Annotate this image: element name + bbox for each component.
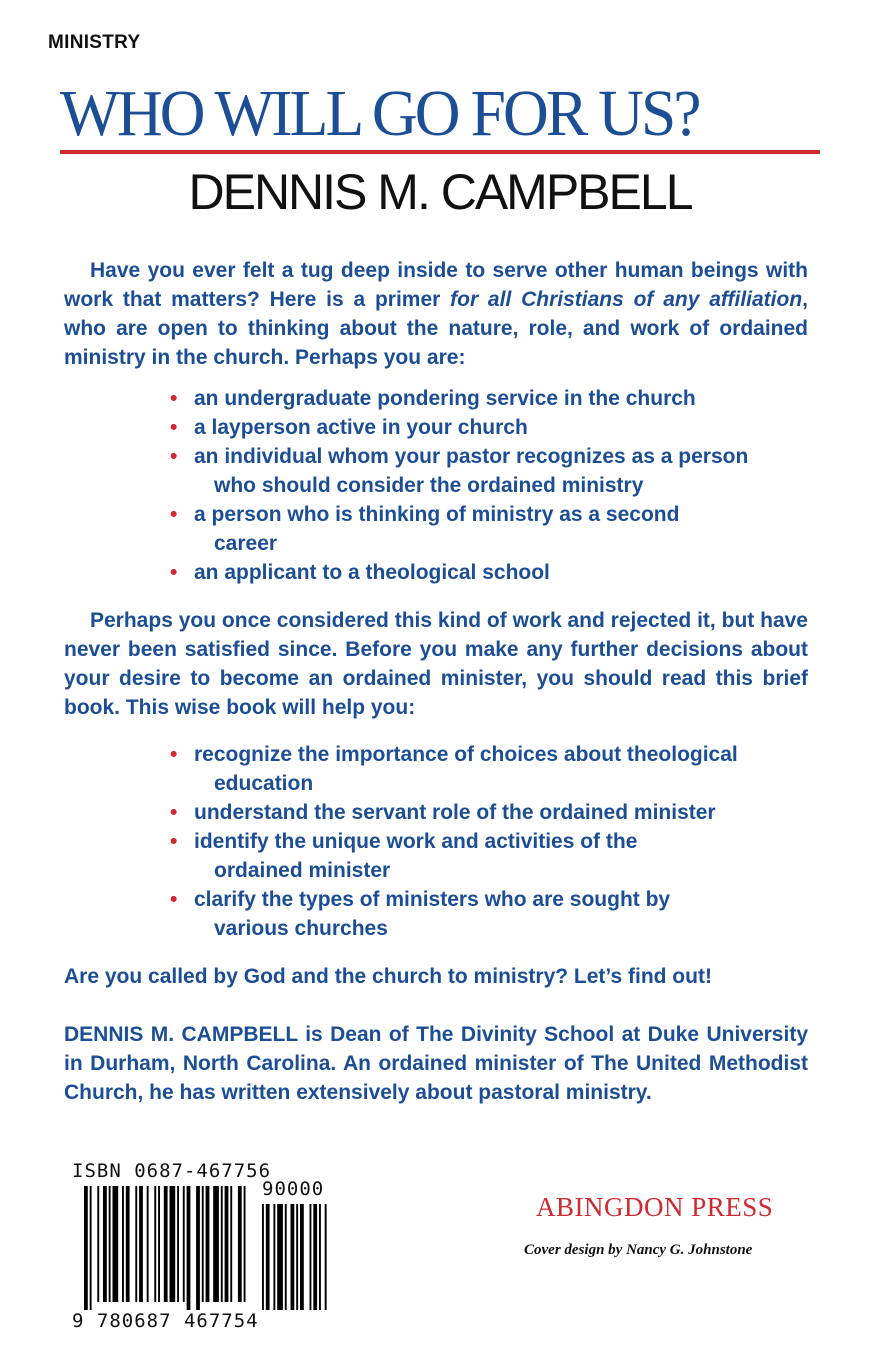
barcode-addon-bar (262, 1204, 264, 1310)
title-divider (60, 150, 820, 154)
bullet-icon: • (170, 888, 178, 911)
bullet-icon: • (170, 387, 178, 410)
barcode-bar (139, 1186, 143, 1302)
barcode-bar (170, 1186, 176, 1302)
intro-paragraph (64, 256, 808, 372)
barcode-bar (225, 1186, 229, 1302)
barcode-addon-bar (266, 1204, 270, 1310)
list-item: • an individual whom your pastor recognizes as a person who should consider the ordained ministry (170, 442, 810, 500)
list-item: • an undergraduate pondering service in the church (170, 384, 810, 413)
barcode-addon-digits: 90000 (262, 1178, 325, 1200)
barcode-bar (202, 1186, 204, 1302)
bullet-icon: • (170, 503, 178, 526)
bullet-icon: • (170, 445, 178, 468)
author-bio: DENNIS M. CAMPBELL is Dean of The Divinity School at Duke University in Durham, North Carolina. An ordained minister of The United Methodist Church, he has written extensively about pastoral ministry. (64, 1023, 808, 1104)
barcode-bar (221, 1186, 223, 1302)
barcode-addon-bar (319, 1204, 321, 1310)
barcode-addon-bar (325, 1204, 327, 1310)
publisher-name: ABINGDON PRESS (536, 1192, 774, 1222)
barcode-bar (90, 1186, 92, 1310)
intro-text-before: Have you ever felt a tug deep inside to serve other human beings with work that matters? Here is a primer (64, 259, 808, 311)
list-item: • recognize the importance of choices about theological education (170, 740, 810, 798)
barcode-addon-bar (285, 1204, 287, 1310)
closing-question: Are you called by God and the church to ministry? Let’s find out! (64, 965, 712, 988)
barcode-bar (147, 1186, 149, 1302)
benefits-list (170, 740, 810, 943)
barcode-addon-bar (291, 1204, 295, 1310)
barcode-bar (213, 1186, 219, 1302)
barcode-bar (97, 1186, 99, 1302)
barcode-bar (154, 1186, 156, 1302)
barcode-bar (122, 1186, 124, 1302)
list-item: • a person who is thinking of ministry as a second career (170, 500, 810, 558)
barcode-bar (135, 1186, 137, 1302)
barcode-bar (196, 1186, 200, 1310)
barcode-bar (177, 1186, 179, 1302)
bullet-icon: • (170, 743, 178, 766)
audience-list (170, 384, 810, 587)
bullet-icon: • (170, 561, 178, 584)
barcode-addon-bar (313, 1204, 317, 1310)
bullet-icon: • (170, 416, 178, 439)
category-label: MINISTRY (48, 32, 141, 53)
barcode-block (62, 1160, 352, 1330)
bullet-icon: • (170, 801, 178, 824)
bullet-icon: • (170, 830, 178, 853)
intro-emphasis: for all Christians of any affiliation (450, 288, 803, 311)
barcode-bar (187, 1186, 191, 1310)
barcode-addon-bar (300, 1204, 304, 1310)
list-item: • a layperson active in your church (170, 413, 810, 442)
middle-paragraph: Perhaps you once considered this kind of work and rejected it, but have never been satisfied since. Before you make any further decisions about your desire to become an ordained minister, you should read this brief book. This wise book will help you: (64, 609, 808, 719)
barcode-bar (158, 1186, 160, 1302)
barcode-bar (113, 1186, 119, 1302)
barcode-addon-bar (296, 1204, 298, 1310)
barcode-bar (126, 1186, 130, 1302)
barcode-bar (238, 1186, 242, 1302)
list-item: • an applicant to a theological school (170, 558, 810, 587)
barcode-ean-digits: 9 780687 467754 (72, 1310, 259, 1332)
barcode-bar (164, 1186, 168, 1302)
list-item: • understand the servant role of the ordained minister (170, 798, 810, 827)
barcode-bar (244, 1186, 246, 1302)
barcode-bar (183, 1186, 185, 1302)
barcode-bar (84, 1186, 88, 1310)
barcode-bar (109, 1186, 111, 1302)
barcode-bar (230, 1186, 232, 1302)
barcode-addon-bar (277, 1204, 283, 1310)
barcode-addon-bar (273, 1204, 275, 1310)
list-item: • identify the unique work and activities of the ordained minister (170, 827, 810, 885)
list-item: • clarify the types of ministers who are sought by various churches (170, 885, 810, 943)
cover-credit: Cover design by Nancy G. Johnstone (524, 1242, 753, 1258)
isbn-label: ISBN 0687-467756 (72, 1160, 272, 1182)
barcode-bar (206, 1186, 210, 1302)
barcode-bar (103, 1186, 107, 1302)
barcode-icon (84, 1186, 344, 1310)
book-title: WHO WILL GO FOR US? (60, 77, 699, 150)
intro-text-after: , who are open to thinking about the nature, role, and work of ordained ministry in the church. Perhaps you are: (64, 288, 809, 369)
barcode-addon-bar (310, 1204, 312, 1310)
author-name: DENNIS M. CAMPBELL (188, 164, 692, 220)
